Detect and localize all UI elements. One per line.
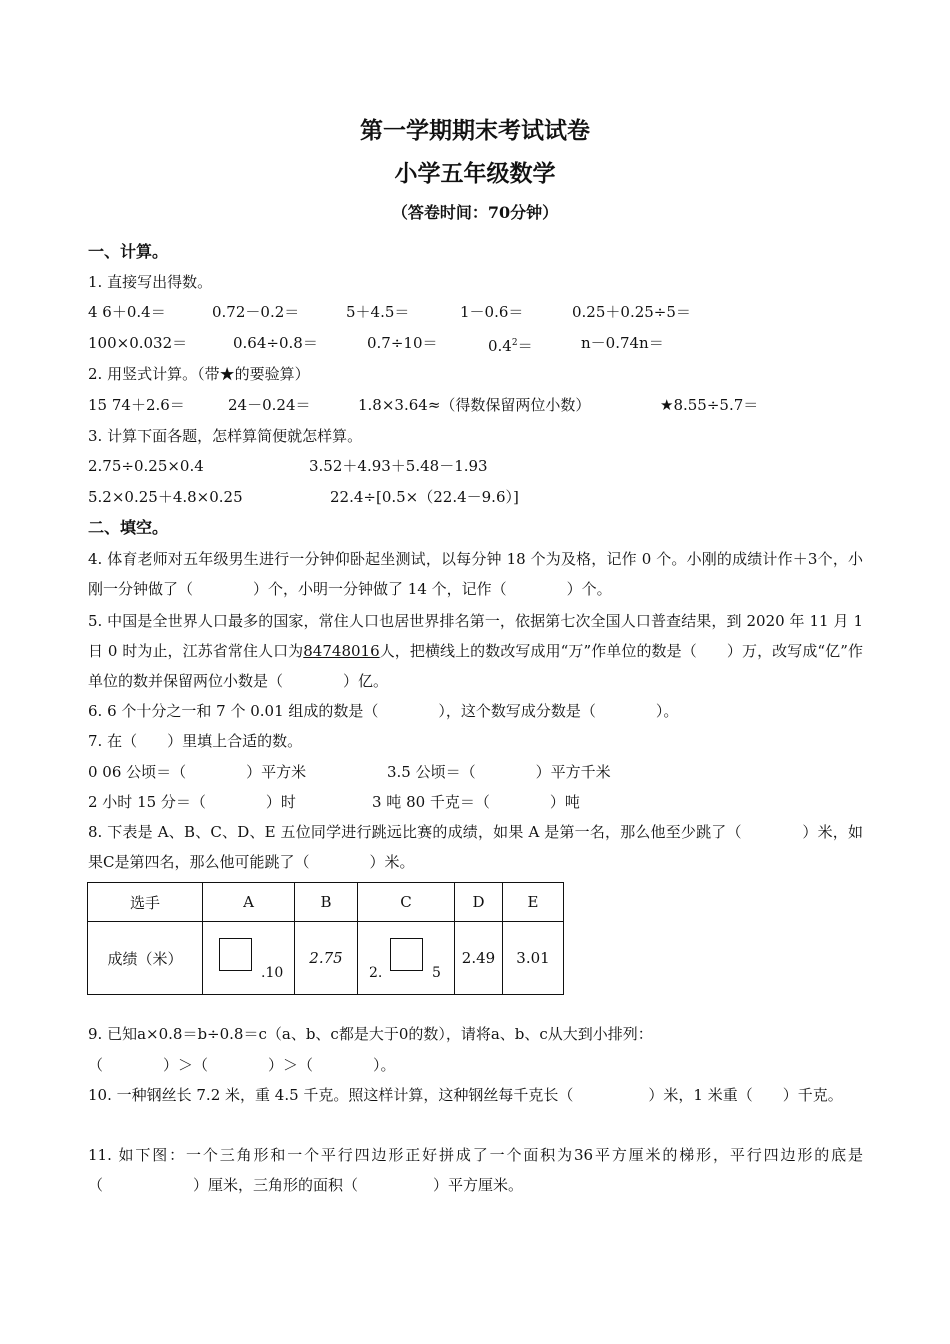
- q1-item: 5＋4.5＝: [346, 303, 410, 321]
- q1-item: 0.25＋0.25÷5＝: [572, 303, 691, 321]
- q1-item: 1－0.6＝: [460, 303, 524, 321]
- exam-time-note: （答卷时间：70分钟）: [391, 203, 559, 222]
- q9-answer-blanks: （ ）＞（ ）＞（ ）。: [88, 1056, 396, 1074]
- score-c-prefix: 2.: [369, 965, 383, 981]
- table-header-row: [88, 883, 564, 922]
- q6-text: 6. 6 个十分之一和 7 个 0.01 组成的数是（ ），这个数写成分数是（ ）。: [88, 702, 679, 720]
- q3-item: 2.75÷0.25×0.4: [88, 457, 204, 475]
- q2-stem: 2. 用竖式计算。（带★的要验算）: [88, 365, 310, 383]
- table-row-label: 成绩（米）: [88, 922, 203, 995]
- q5-population-number: 84748016: [303, 642, 380, 660]
- q7-item: 3 吨 80 千克＝（ ）吨: [372, 793, 580, 811]
- q2-item: ★8.55÷5.7＝: [660, 396, 759, 414]
- table-header-cell: D: [455, 883, 503, 922]
- section1-heading: 一、计算。: [88, 242, 169, 261]
- table-header-cell: C: [358, 883, 455, 922]
- section2-heading: 二、填空。: [88, 518, 169, 537]
- table-header-cell: 选手: [88, 883, 203, 922]
- q1-item-power: [488, 333, 533, 356]
- q7-stem: 7. 在（ ）里填上合适的数。: [88, 732, 303, 750]
- score-c-suffix: 5: [432, 965, 441, 981]
- score-e-cell: 3.01: [503, 922, 564, 995]
- table-header-cell: A: [203, 883, 295, 922]
- q5-part-b: 人，把横线上的数改写成用“万”作单位的数是（ ）万，改写成“亿”作单位的数并保留两位小数是（ ）亿。: [88, 642, 863, 690]
- q1-item: 4 6＋0.4＝: [88, 303, 166, 321]
- q7-item: 2 小时 15 分＝（ ）时: [88, 793, 296, 811]
- q5-part-a: 5. 中国是全世界人口最多的国家，常住人口也居世界排名第一，依据第七次全国人口普查结果，到 2020 年 11 月 1 日 0 时为止，江苏省常住人口为: [88, 612, 863, 660]
- q4-text: 4. 体育老师对五年级男生进行一分钟仰卧起坐测试，以每分钟 18 个为及格，记作 0 个。小刚的成绩计作＋3个，小刚一分钟做了（ ）个，小明一分钟做了 14 个，记作（ ）个。: [88, 550, 863, 598]
- power-base: 0.4: [488, 337, 512, 355]
- q2-item: 15 74＋2.6＝: [88, 396, 185, 414]
- q2-item: 24－0.24＝: [228, 396, 311, 414]
- q1-item: 0.72－0.2＝: [212, 303, 300, 321]
- digit-blank-box: [390, 938, 423, 971]
- q3-stem: 3. 计算下面各题，怎样算简便就怎样算。: [88, 427, 363, 445]
- q1-item: 0.7÷10＝: [367, 334, 438, 352]
- q1-stem: 1. 直接写出得数。: [88, 273, 213, 291]
- score-a-suffix: .10: [261, 965, 284, 981]
- score-d-cell: 2.49: [455, 922, 503, 995]
- q9-stem: 9. 已知a×0.8＝b÷0.8＝c（a、b、c都是大于0的数），请将a、b、c从大到小排列：: [88, 1025, 653, 1043]
- q7-item: 3.5 公顷＝（ ）平方千米: [387, 763, 611, 781]
- q3-item: 22.4÷[0.5×（22.4－9.6）]: [330, 488, 519, 506]
- exam-subtitle: 小学五年级数学: [394, 160, 556, 187]
- score-b-cell: 2.75: [295, 922, 358, 995]
- long-jump-score-table: [87, 882, 564, 995]
- score-c-cell: [358, 922, 455, 995]
- q7-item: 0 06 公顷＝（ ）平方米: [88, 763, 307, 781]
- q8-text: 8. 下表是 A、B、C、D、E 五位同学进行跳远比赛的成绩，如果 A 是第一名，那么他至少跳了（ ）米，如果C是第四名，那么他可能跳了（ ）米。: [88, 823, 863, 871]
- q1-item: n－0.74n＝: [581, 334, 664, 352]
- exam-title: 第一学期期末考试试卷: [360, 117, 590, 144]
- power-exponent: 2: [511, 338, 518, 348]
- table-row: [88, 922, 564, 995]
- q1-item: 100×0.032＝: [88, 334, 188, 352]
- q3-item: 5.2×0.25＋4.8×0.25: [88, 488, 243, 506]
- score-a-cell: [203, 922, 295, 995]
- digit-blank-box: [219, 938, 252, 971]
- q2-item: 1.8×3.64≈（得数保留两位小数）: [358, 396, 591, 414]
- table-header-cell: B: [295, 883, 358, 922]
- q11-text: 11. 如下图：一个三角形和一个平行四边形正好拼成了一个面积为36平方厘米的梯形，平行四边形的底是（ ）厘米，三角形的面积（ ）平方厘米。: [88, 1146, 863, 1194]
- power-equals: ＝: [517, 337, 533, 355]
- q3-item: 3.52＋4.93＋5.48－1.93: [309, 457, 488, 475]
- q1-item: 0.64÷0.8＝: [233, 334, 318, 352]
- q10-text: 10. 一种钢丝长 7.2 米，重 4.5 千克。照这样计算，这种钢丝每千克长（ ）米，1 米重（ ）千克。: [88, 1086, 843, 1104]
- q5-text: [88, 606, 863, 696]
- table-header-cell: E: [503, 883, 564, 922]
